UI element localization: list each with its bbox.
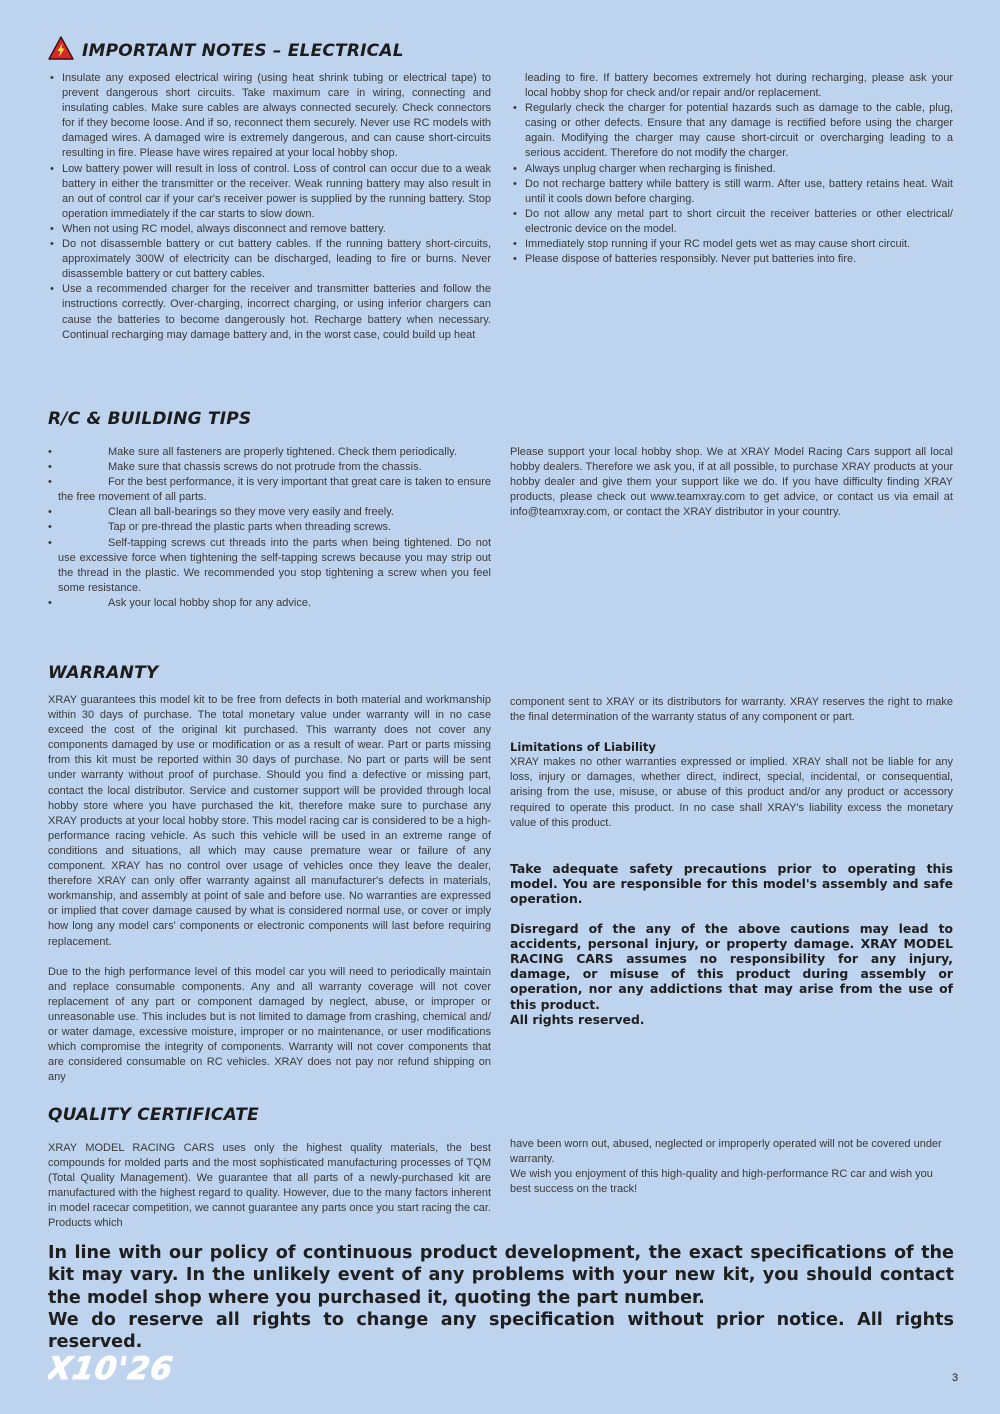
warranty-left-column — [48, 693, 491, 1085]
electrical-continuation-text: leading to fire. If battery becomes extremely hot during recharging, please ask your local hobby shop for check and/or repair and/or replacement. — [525, 72, 953, 100]
high-voltage-warning-icon — [48, 36, 74, 60]
quality-left-column — [48, 1141, 491, 1232]
list-item: • Low battery power will result in loss of control. Loss of control can occur due to a weak battery in either the transmitter or the receiver. Weak running battery may also result in an out of control car if your car's receiver power is supplied by the running battery. Stop operation immediately if the car starts to slow down. — [48, 162, 491, 222]
list-item: • Always unplug charger when recharging is finished. — [511, 162, 953, 177]
list-item: • Tap or pre-thread the plastic parts when threading screws. — [48, 520, 491, 535]
quality-paragraph: XRAY MODEL RACING CARS uses only the highest quality materials, the best compounds for molded parts and the most sophisticated manufacturing processes of TQM (Total Quality Management). We guarantee that all parts of a newly-purchased kit are manufactured with the highest regard to quality. However, due to the many factors inherent in model racecar competition, we cannot guarantee any parts once you start racing the car. Products which — [48, 1142, 491, 1230]
electrical-left-column — [48, 71, 491, 343]
electrical-title: IMPORTANT NOTES – ELECTRICAL — [82, 41, 404, 61]
list-item: • Immediately stop running if your RC model gets wet as may cause short circuit. — [511, 237, 953, 252]
warranty-right-column — [510, 695, 953, 1027]
policy-paragraph: In line with our policy of continuous product development, the exact specifications of the kit may vary. In the unlikely event of any problems with your new kit, you should contact the model shop where you purchased it, quoting the part number. — [48, 1243, 954, 1308]
list-item: • When not using RC model, always disconnect and remove battery. — [48, 222, 491, 237]
electrical-right-column — [511, 71, 953, 267]
list-item: • Insulate any exposed electrical wiring (using heat shrink tubing or electrical tape) to prevent dangerous short circuits. Take maximum care in wiring, connecting and insulating cables. Make sure cables are always connected securely. Check connectors for if they become loose. And if so, reconnect them securely. Never use RC models with damaged wires. A damaged wire is extremely dangerous, and can cause short-circuits resulting in fire. Please have wires repaired at your local hobby shop. — [48, 71, 491, 162]
list-item: • Do not recharge battery while battery is still warm. After use, battery retains heat. Wait until it cools down before charging. — [511, 177, 953, 207]
list-item: • Make sure that chassis screws do not protrude from the chassis. — [48, 460, 491, 475]
hobby-shop-support-text: Please support your local hobby shop. We at XRAY Model Racing Cars support all local hobby dealers. Therefore we ask you, if at all possible, to purchase XRAY products at your hobby dealer and give them your support like we do. If you have difficulty finding XRAY products, please check out www.teamxray.com to get advice, or contact us via email at info@teamxray.com, or contact the XRAY distributor in your country. — [510, 446, 953, 519]
logo-text: X10'26 — [48, 1352, 176, 1384]
list-item: • Please dispose of batteries responsibly. Never put batteries into fire. — [511, 252, 953, 267]
warranty-continuation-text: component sent to XRAY or its distributors for warranty. XRAY reserves the right to make the final determination of the warranty status of any component or part. — [510, 696, 953, 724]
warranty-paragraph: XRAY guarantees this model kit to be free from defects in both material and workmanship within 30 days of purchase. The total monetary value under warranty will in no case exceed the cost of the original kit purchased. This warranty does not cover any components damaged by use or modification or as a result of wear. Part or parts missing from this kit must be reported within 30 days of purchase. No part or parts will be sent under warranty without proof of purchase. Should you find a defective or missing part, contact the local distributor. Service and customer support will be provided through local hobby store where you have purchased the kit, therefore make sure to purchase any XRAY products at your local hobby store. This model racing car is considered to be a high-performance racing vehicle. As such this vehicle will be used in an extreme range of conditions and situations, all which may cause premature wear or failure of any component. XRAY has no control over usage of vehicles once they leave the dealer, therefore XRAY can only offer warranty against all manufacturer's defects in materials, workmanship, and assembly at point of sale and before use. No warranties are expressed or implied that cover damage caused by what is considered normal use, or cover or imply how long any model cars' components or electronic components will last before requiring replacement. — [48, 694, 491, 948]
warranty-heading: WARRANTY — [48, 663, 159, 683]
safety-notice: Take adequate safety precautions prior to operating this model. You are responsible for this model's assembly and safe operation. — [510, 860, 953, 906]
tips-right-column — [510, 445, 953, 520]
page-number: 3 — [952, 1372, 959, 1384]
list-item: • Ask your local hobby shop for any advice. — [48, 596, 491, 611]
warranty-paragraph: Due to the high performance level of this model car you will need to periodically maintain and replace consumable components. Any and all warranty coverage will not cover replacement of any part or component damaged by neglect, abuse, or improper or unreasonable use. This includes but is not limited to damage from crashing, chemical and/ or water damage, excessive moisture, improper or no maintenance, or user modifications which compromise the integrity of components. Warranty will not cover components that are considered consumable on RC vehicles. XRAY does not pay nor refund shipping on any — [48, 965, 491, 1084]
policy-statement — [48, 1242, 954, 1353]
x10-26-logo — [48, 1352, 262, 1389]
list-item: • Clean all ball-bearings so they move very easily and freely. — [48, 505, 491, 520]
list-item: • For the best performance, it is very important that great care is taken to ensure the free movement of all parts. — [48, 475, 491, 505]
quality-paragraph: have been worn out, abused, neglected or improperly operated will not be covered under warranty. — [510, 1138, 942, 1166]
list-item: • Do not allow any metal part to short circuit the receiver batteries or other electrical/ electronic device on the model. — [511, 207, 953, 237]
list-item: • Make sure all fasteners are properly tightened. Check them periodically. — [48, 445, 491, 460]
policy-rights-line: We do reserve all rights to change any specification without prior notice. All rights reserved. — [48, 1309, 954, 1353]
tips-heading: R/C & BUILDING TIPS — [48, 409, 252, 429]
list-item: • Regularly check the charger for potential hazards such as damage to the cable, plug, casing or other defects. Ensure that any damage is rectified before using the charger again. Modifying the charger may cause short-circuit or overcharging leading to a serious accident. Therefore do not modify the charger. — [511, 101, 953, 161]
liability-title: Limitations of Liability — [510, 740, 656, 755]
quality-right-column — [510, 1137, 953, 1197]
tips-left-column — [48, 445, 491, 611]
list-item: • Self-tapping screws cut threads into the parts when being tightened. Do not use excessive force when tightening the self-tapping screws because you may strip out the thread in the plastic. We recommended you stop tightening a screw when you feel some resistance. — [48, 536, 491, 596]
quality-wish-text: We wish you enjoyment of this high-quality and high-performance RC car and wish you best success on the track! — [510, 1168, 933, 1196]
list-item: • Do not disassemble battery or cut battery cables. If the running battery short-circuits, approximately 300W of electricity can be discharged, leading to fire or burns. Never disassemble battery or cut battery cables. — [48, 237, 491, 282]
disclaimer-notice: Disregard of the any of the above cautions may lead to accidents, personal injury, or property damage. XRAY MODEL RACING CARS assumes no responsibility for any injury, damage, or misuse of this product during assembly or operation, nor any addictions that may arise from the use of this product. — [510, 921, 953, 1012]
liability-text: XRAY makes no other warranties expressed or implied. XRAY shall not be liable for any loss, injury or damages, whether direct, indirect, special, incidental, or consequential, arising from the use, misuse, or abuse of this product and/or any product or accessory required to operate this product. In no case shall XRAY's liability excess the monetary value of this product. — [510, 756, 953, 829]
quality-heading: QUALITY CERTIFICATE — [48, 1105, 259, 1125]
electrical-heading — [48, 36, 404, 61]
list-item: • Use a recommended charger for the receiver and transmitter batteries and follow the instructions correctly. Over-charging, incorrect charging, or using inferior chargers can cause the batteries to become dangerously hot. Recharge battery when necessary. Continual recharging may damage battery and, in the worst case, could build up heat — [48, 282, 491, 342]
rights-reserved-notice: All rights reserved. — [510, 1011, 645, 1027]
